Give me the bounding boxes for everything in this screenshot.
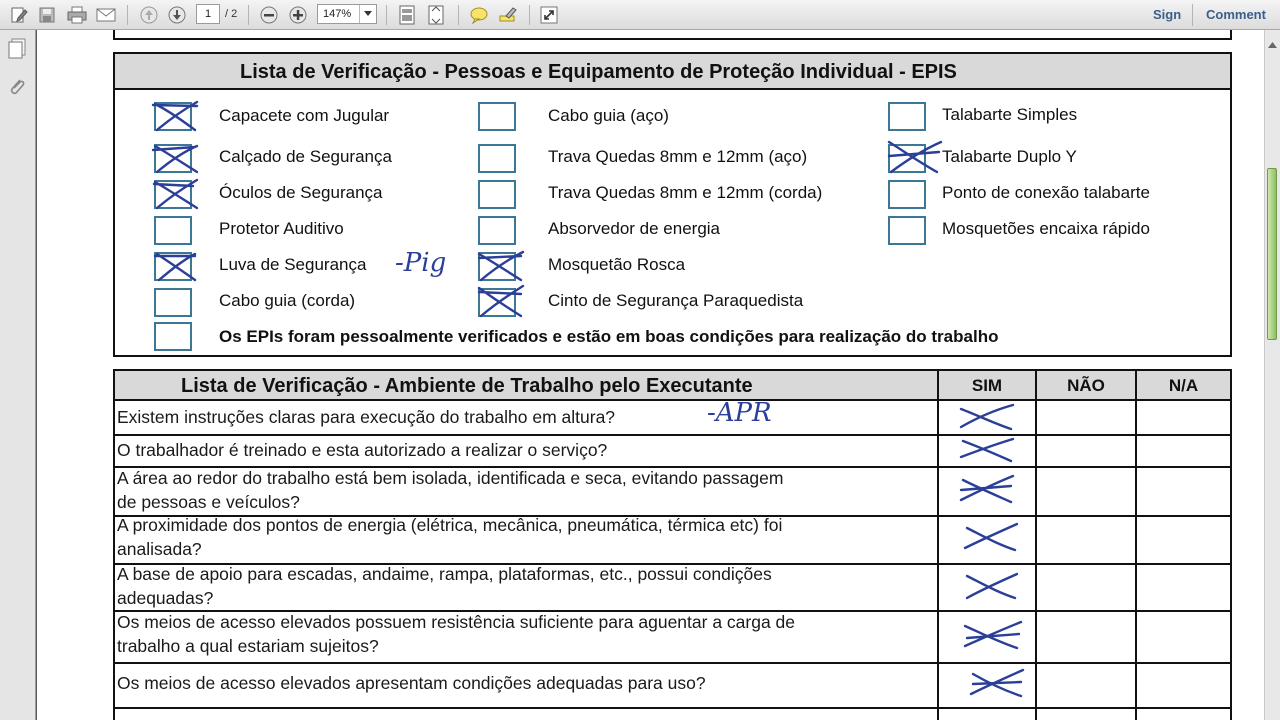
question-row-4: A proximidade dos pontos de energia (elétrica, mecânica, pneumática, térmica etc) foi analisada? — [117, 515, 783, 559]
save-icon[interactable] — [36, 4, 58, 26]
epis-section — [113, 52, 1232, 357]
label-talabarte-duplo: Talabarte Duplo Y — [942, 147, 1077, 166]
expand-icon[interactable] — [538, 4, 560, 26]
page-total: / 2 — [225, 8, 238, 20]
pen-x-mark — [473, 246, 527, 286]
question-row-3: A área ao redor do trabalho está bem isolada, identificada e seca, evitando passagem de pessoas e veículos? — [117, 468, 784, 512]
page-number-input[interactable]: 1 — [196, 4, 220, 24]
zoom-value: 147% — [323, 8, 352, 20]
pen-x-mark — [149, 138, 203, 178]
next-page-icon[interactable] — [166, 4, 188, 26]
label-capacete: Capacete com Jugular — [219, 106, 390, 125]
checkbox-protetor-auditivo[interactable] — [154, 216, 192, 245]
ambiente-title: Lista de Verificação - Ambiente de Trabalho pelo Executante — [115, 371, 937, 401]
checkbox-cabo-guia-aco[interactable] — [478, 102, 516, 131]
column-header-na: N/A — [1168, 376, 1199, 395]
comment-button[interactable]: Comment — [1206, 7, 1266, 22]
column-header-sim: SIM — [971, 376, 1003, 395]
label-absorvedor: Absorvedor de energia — [548, 219, 721, 238]
label-talabarte-simples: Talabarte Simples — [942, 105, 1078, 124]
previous-page-icon[interactable] — [138, 4, 160, 26]
fit-page-icon[interactable] — [396, 4, 418, 26]
question-row-7: Os meios de acesso elevados apresentam condições adequadas para uso? — [117, 673, 706, 693]
label-protetor-auditivo: Protetor Auditivo — [219, 219, 344, 238]
label-mosquetoes-encaixa: Mosquetões encaixa rápido — [942, 219, 1150, 238]
checkbox-ponto-conexao[interactable] — [888, 180, 926, 209]
sign-button[interactable]: Sign — [1153, 7, 1182, 22]
column-header-nao: NÃO — [1067, 376, 1105, 395]
vertical-scrollbar[interactable] — [1264, 30, 1280, 720]
label-trava-quedas-aco: Trava Quedas 8mm e 12mm (aço) — [548, 147, 808, 166]
fit-width-icon[interactable] — [425, 4, 447, 26]
question-row-6: Os meios de acesso elevados possuem resistência suficiente para aguentar a carga de trabalho a qual estariam sujeitos? — [117, 612, 796, 656]
email-icon[interactable] — [95, 4, 117, 26]
chevron-down-icon[interactable] — [359, 5, 376, 23]
pen-x-mark — [473, 282, 527, 322]
label-luva: Luva de Segurança — [219, 255, 367, 274]
checkbox-trava-quedas-corda[interactable] — [478, 180, 516, 209]
pen-x-mark — [149, 246, 203, 286]
pen-x-mark-sim — [955, 401, 1019, 433]
pen-x-mark-sim — [955, 472, 1019, 508]
comment-bubble-icon[interactable] — [468, 4, 490, 26]
checkbox-absorvedor[interactable] — [478, 216, 516, 245]
pen-x-mark — [149, 96, 203, 136]
pen-x-mark-sim — [965, 666, 1029, 702]
checkbox-epis-verificados[interactable] — [154, 322, 192, 351]
checkbox-mosquetoes-encaixa[interactable] — [888, 216, 926, 245]
print-icon[interactable] — [66, 4, 88, 26]
label-mosquetao-rosca: Mosquetão Rosca — [548, 255, 686, 274]
label-cabo-guia-aco: Cabo guia (aço) — [548, 106, 669, 125]
epis-title: Lista de Verificação - Pessoas e Equipamento de Proteção Individual - EPIS — [115, 54, 1230, 90]
handwritten-note-apr: -APR — [707, 398, 772, 428]
attachment-paperclip-icon[interactable] — [7, 76, 27, 96]
previous-section-frame — [113, 30, 1232, 40]
highlight-icon[interactable] — [497, 4, 519, 26]
document-view[interactable] — [37, 30, 1264, 720]
zoom-out-icon[interactable] — [258, 4, 280, 26]
navigation-panel — [0, 30, 36, 720]
pen-x-mark-sim — [959, 618, 1025, 654]
scroll-up-icon[interactable] — [1268, 35, 1277, 53]
label-oculos: Óculos de Segurança — [219, 183, 383, 202]
pen-x-mark-sim — [955, 435, 1019, 465]
reader-toolbar — [0, 0, 1280, 30]
question-row-5: A base de apoio para escadas, andaime, rampa, plataformas, etc., possui condições adequadas? — [117, 564, 772, 608]
checkbox-trava-quedas-aco[interactable] — [478, 144, 516, 173]
checkbox-cabo-guia-corda[interactable] — [154, 288, 192, 317]
checkbox-talabarte-simples[interactable] — [888, 102, 926, 131]
pen-x-mark-sim — [959, 570, 1023, 604]
label-epis-verificados: Os EPIs foram pessoalmente verificados e estão em boas condições para realização do trabalho — [219, 327, 999, 346]
document-page — [37, 30, 1264, 720]
zoom-in-icon[interactable] — [287, 4, 309, 26]
label-calcado: Calçado de Segurança — [219, 147, 392, 166]
handwritten-note-pig: -Pig — [395, 248, 447, 278]
question-row-2: O trabalhador é treinado e esta autorizado a realizar o serviço? — [117, 440, 608, 460]
pen-x-mark — [883, 136, 945, 178]
question-row-1: Existem instruções claras para execução do trabalho em altura? — [117, 407, 616, 427]
edit-icon[interactable] — [8, 4, 30, 26]
zoom-select[interactable] — [317, 4, 377, 24]
page-thumbnails-icon[interactable] — [7, 38, 27, 58]
pen-x-mark-sim — [959, 520, 1023, 556]
label-ponto-conexao: Ponto de conexão talabarte — [942, 183, 1150, 202]
label-cabo-guia-corda: Cabo guia (corda) — [219, 291, 356, 310]
label-cinto-paraquedista: Cinto de Segurança Paraquedista — [548, 291, 804, 310]
scrollbar-thumb[interactable] — [1267, 168, 1277, 340]
pen-x-mark — [149, 174, 203, 214]
label-trava-quedas-corda: Trava Quedas 8mm e 12mm (corda) — [548, 183, 823, 202]
